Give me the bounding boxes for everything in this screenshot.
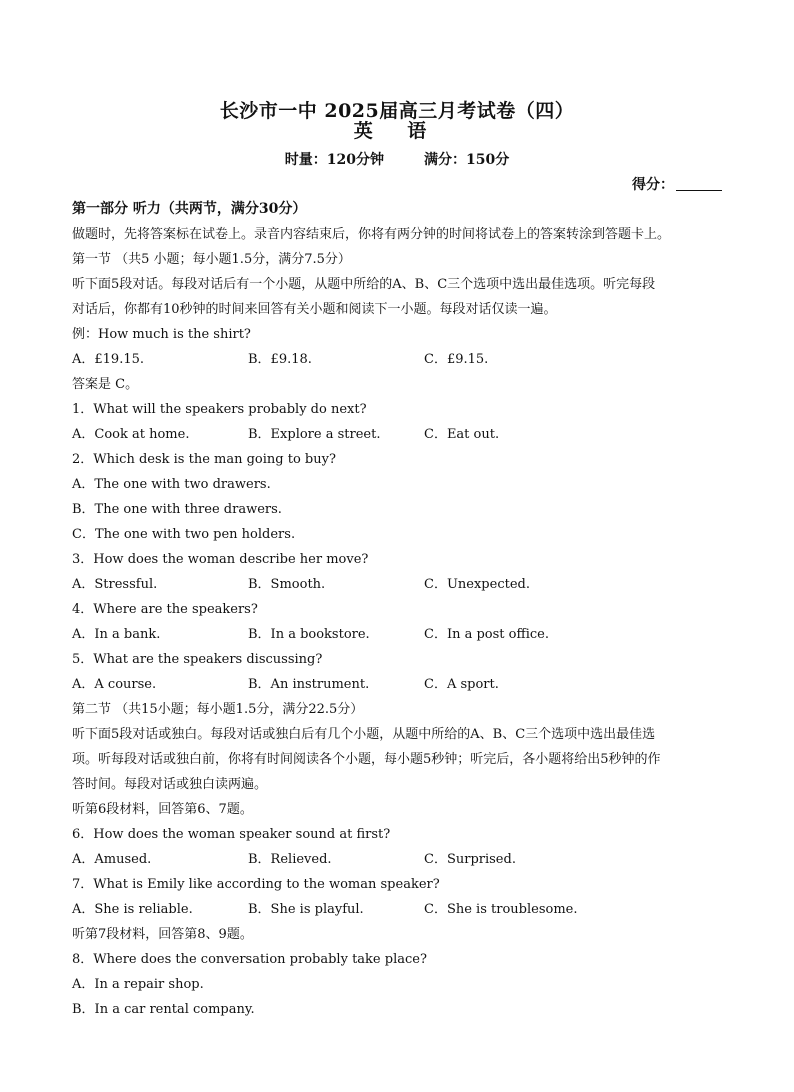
score-blank[interactable] — [676, 176, 722, 191]
section2-instructions-1: 听下面5段对话或独白。每段对话或独白后有几个小题，从题中所给的A、B、C三个选项中选出最佳选 — [72, 727, 656, 742]
option-b: B．In a car rental company. — [72, 1002, 255, 1017]
option-b: B．Relieved. — [248, 852, 332, 867]
option-a: A．She is reliable. — [72, 902, 193, 917]
option-c: C．Unexpected. — [424, 577, 530, 592]
question-7-options — [72, 897, 722, 922]
part1-heading: 第一部分 听力（共两节，满分30分） — [72, 201, 307, 217]
option-b: B．An instrument. — [248, 677, 370, 692]
option-c: C．In a post office. — [424, 627, 549, 642]
section2-instructions-3: 答时间。每段对话或独白读两遍。 — [72, 777, 268, 792]
option-a: A．Stressful. — [72, 577, 158, 592]
score-field — [632, 174, 722, 194]
material-7-note: 听第7段材料，回答第8、9题。 — [72, 927, 253, 942]
question-6-options — [72, 847, 722, 872]
example-option-c: C．£9.15. — [424, 352, 489, 367]
option-c: C．Eat out. — [424, 427, 500, 442]
exam-content — [72, 197, 722, 1022]
option-c: C．The one with two pen holders. — [72, 527, 296, 542]
material-6-note: 听第6段材料，回答第6、7题。 — [72, 802, 253, 817]
option-b: B．Smooth. — [248, 577, 326, 592]
example-option-a: A．£19.15. — [72, 352, 145, 367]
exam-subject: 英 语 — [353, 120, 441, 142]
question-8: 8．Where does the conversation probably take place? — [72, 952, 427, 967]
option-c: C．She is troublesome. — [424, 902, 578, 917]
option-a: A．A course. — [72, 677, 157, 692]
option-a: A．In a bank. — [72, 627, 161, 642]
question-2: 2．Which desk is the man going to buy? — [72, 452, 336, 467]
exam-time: 时量：120分钟 — [284, 152, 384, 168]
option-b: B．Explore a street. — [248, 427, 381, 442]
example-answer: 答案是 C。 — [72, 377, 139, 392]
option-c: C．A sport. — [424, 677, 499, 692]
question-1: 1．What will the speakers probably do next? — [72, 402, 367, 417]
question-3: 3．How does the woman describe her move? — [72, 552, 369, 567]
option-c: C．Surprised. — [424, 852, 516, 867]
example-option-b: B．£9.18. — [248, 352, 312, 367]
option-b: B．The one with three drawers. — [72, 502, 282, 517]
option-a: A．The one with two drawers. — [72, 477, 271, 492]
question-7: 7．What is Emily like according to the woman speaker? — [72, 877, 440, 892]
option-a: A．In a repair shop. — [72, 977, 204, 992]
section1-instructions-1: 听下面5段对话。每段对话后有一个小题，从题中所给的A、B、C三个选项中选出最佳选项。听完每段 — [72, 277, 656, 292]
section1-instructions-2: 对话后，你都有10秒钟的时间来回答有关小题和阅读下一小题。每段对话仅读一遍。 — [72, 302, 557, 317]
option-b: B．She is playful. — [248, 902, 364, 917]
question-3-options — [72, 572, 722, 597]
question-5-options — [72, 672, 722, 697]
exam-meta — [0, 149, 794, 169]
exam-title: 长沙市一中 2025届高三月考试卷（四） — [219, 100, 575, 122]
score-label: 得分： — [632, 177, 674, 193]
option-a: A．Cook at home. — [72, 427, 190, 442]
section2-heading: 第二节 （共15小题；每小题1.5分，满分22.5分） — [72, 702, 364, 717]
exam-full-score: 满分：150分 — [424, 152, 510, 168]
option-b: B．In a bookstore. — [248, 627, 370, 642]
section2-instructions-2: 项。听每段对话或独白前，你将有时间阅读各个小题，每小题5秒钟；听完后，各小题将给出5秒钟的作 — [72, 752, 661, 767]
option-a: A．Amused. — [72, 852, 152, 867]
question-4: 4．Where are the speakers? — [72, 602, 258, 617]
part1-intro: 做题时，先将答案标在试卷上。录音内容结束后，你将有两分钟的时间将试卷上的答案转涂到答题卡上。 — [72, 227, 671, 242]
section1-heading: 第一节 （共5 小题；每小题1.5分，满分7.5分） — [72, 252, 351, 267]
question-6: 6．How does the woman speaker sound at first? — [72, 827, 391, 842]
example-options — [72, 347, 722, 372]
example-question: 例：How much is the shirt? — [72, 327, 251, 342]
question-1-options — [72, 422, 722, 447]
question-5: 5．What are the speakers discussing? — [72, 652, 323, 667]
question-4-options — [72, 622, 722, 647]
